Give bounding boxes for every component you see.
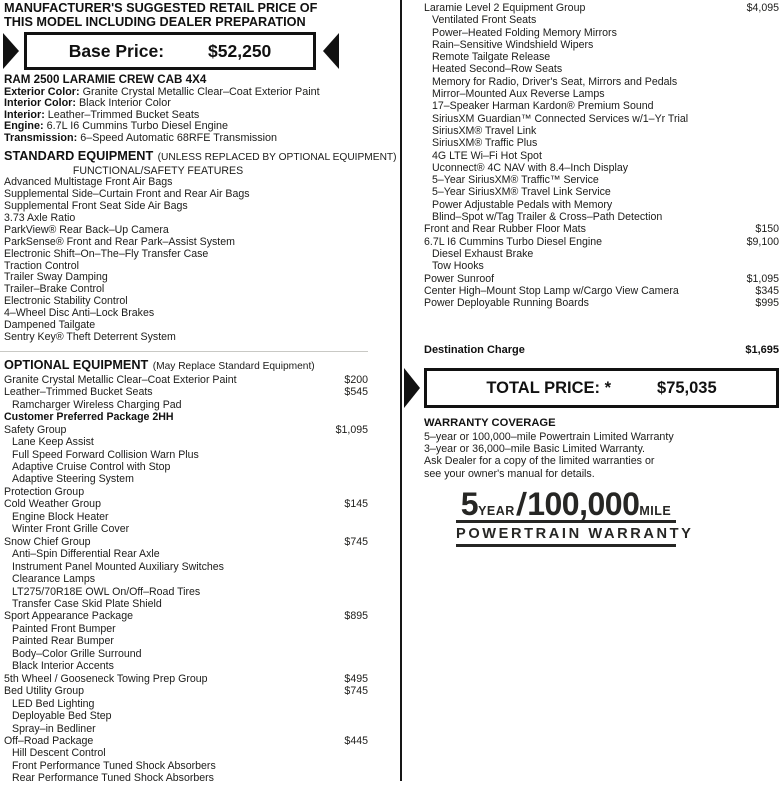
- destination-charge-price: $1,695: [745, 344, 779, 357]
- equipment-label: Trailer–Brake Control: [4, 283, 105, 296]
- optional-equipment-item: [424, 174, 779, 186]
- equipment-label: Dampened Tailgate: [4, 319, 96, 332]
- equipment-price: $4,095: [746, 2, 779, 14]
- optional-equipment-item: [424, 63, 779, 75]
- optional-equipment-heading: [0, 357, 368, 374]
- equipment-label: Safety Group: [4, 423, 67, 436]
- equipment-label: Front and Rear Rubber Floor Mats: [424, 223, 586, 236]
- standard-equipment-heading: [0, 148, 397, 165]
- optional-equipment-item: [0, 586, 368, 598]
- optional-equipment-item: [0, 498, 368, 510]
- equipment-price: $745: [344, 535, 368, 548]
- equipment-price: $745: [344, 685, 368, 698]
- optional-equipment-item: [0, 573, 368, 585]
- equipment-label: Off–Road Package: [4, 734, 94, 747]
- standard-equipment-item: [0, 237, 368, 249]
- optional-equipment-item: [0, 747, 368, 759]
- total-price-assembly: [404, 367, 779, 409]
- total-price-box: [424, 368, 779, 408]
- warranty-badge-headline: [456, 485, 676, 523]
- optional-equipment-item: [0, 685, 368, 697]
- optional-equipment-item: [424, 273, 779, 285]
- equipment-label: Remote Tailgate Release: [432, 51, 551, 64]
- optional-equipment-item: [0, 399, 368, 411]
- standard-equipment-item: [0, 332, 368, 344]
- equipment-label: 5–Year SiriusXM® Travel Link Service: [432, 186, 611, 199]
- equipment-price: $9,100: [746, 235, 779, 248]
- optional-equipment-item: [424, 137, 779, 149]
- equipment-label: Adaptive Cruise Control with Stop: [12, 461, 171, 474]
- warranty-title: WARRANTY COVERAGE: [424, 417, 556, 430]
- equipment-label: Protection Group: [4, 485, 85, 498]
- equipment-label: Power Deployable Running Boards: [424, 297, 589, 310]
- spec-value: 6–Speed Automatic 68RFE Transmission: [80, 132, 278, 145]
- optional-equipment-item: [424, 186, 779, 198]
- optional-equipment-title: OPTIONAL EQUIPMENT: [4, 357, 149, 372]
- optional-equipment-item: [424, 51, 779, 63]
- powertrain-warranty-badge: [456, 485, 694, 547]
- optional-equipment-item: [424, 14, 779, 26]
- optional-equipment-item: [424, 76, 779, 88]
- msrp-heading-line2: THIS MODEL INCLUDING DEALER PREPARATION: [4, 14, 306, 29]
- equipment-label: Sport Appearance Package: [4, 610, 133, 623]
- equipment-label: ParkSense® Front and Rear Park–Assist System: [4, 235, 235, 248]
- optional-equipment-item: [0, 561, 368, 573]
- optional-equipment-item: [424, 285, 779, 297]
- equipment-label: Supplemental Front Seat Side Air Bags: [4, 199, 188, 212]
- equipment-label: Hill Descent Control: [12, 747, 106, 760]
- equipment-label: Mirror–Mounted Aux Reverse Lamps: [432, 88, 605, 101]
- optional-equipment-item: [0, 610, 368, 622]
- equipment-label: Ramcharger Wireless Charging Pad: [12, 398, 182, 411]
- optional-equipment-subtitle: (May Replace Standard Equipment): [152, 360, 315, 372]
- optional-equipment-item: [0, 436, 368, 448]
- equipment-price: $145: [344, 498, 368, 511]
- spec-value: Leather–Trimmed Bucket Seats: [47, 108, 200, 121]
- vehicle-spec-row: [0, 133, 368, 145]
- equipment-label: Leather–Trimmed Bucket Seats: [4, 386, 153, 399]
- total-price-label: TOTAL PRICE: *: [486, 378, 612, 397]
- equipment-price: $345: [755, 284, 779, 297]
- optional-equipment-item: [424, 39, 779, 51]
- base-price-value: $52,250: [208, 40, 272, 61]
- equipment-label: Bed Utility Group: [4, 685, 85, 698]
- equipment-label: Laramie Level 2 Equipment Group: [424, 2, 586, 14]
- equipment-price: $445: [344, 734, 368, 747]
- equipment-label: Black Interior Accents: [12, 660, 114, 673]
- equipment-label: Painted Rear Bumper: [12, 635, 114, 648]
- optional-equipment-item: [424, 297, 779, 309]
- standard-equipment-item: [0, 225, 368, 237]
- equipment-label: Memory for Radio, Driver's Seat, Mirrors and Pedals: [432, 75, 678, 88]
- equipment-label: 6.7L I6 Cummins Turbo Diesel Engine: [424, 235, 603, 248]
- optional-equipment-item: [0, 449, 368, 461]
- equipment-label: Spray–in Bedliner: [12, 722, 96, 735]
- optional-equipment-item: [424, 236, 779, 248]
- equipment-price: $495: [344, 672, 368, 685]
- equipment-label: Blind–Spot w/Tag Trailer & Cross–Path Detection: [432, 211, 663, 224]
- equipment-label: 17–Speaker Harman Kardon® Premium Sound: [432, 100, 654, 113]
- equipment-label: Snow Chief Group: [4, 535, 91, 548]
- equipment-label: Cold Weather Group: [4, 498, 101, 511]
- total-price-value: $75,035: [657, 378, 717, 397]
- equipment-label: SiriusXM Guardian™ Connected Services w/1–Yr Trial: [432, 112, 689, 125]
- standard-equipment-item: [0, 249, 368, 261]
- optional-equipment-item: [0, 760, 368, 772]
- equipment-label: Uconnect® 4C NAV with 8.4–Inch Display: [432, 161, 629, 174]
- equipment-price: $995: [755, 297, 779, 310]
- arrow-right-icon: [3, 33, 19, 69]
- equipment-label: 5th Wheel / Gooseneck Towing Prep Group: [4, 672, 208, 685]
- arrow-left-icon: [323, 33, 339, 69]
- spec-label: Interior:: [4, 108, 45, 121]
- optional-equipment-item: [0, 772, 368, 784]
- optional-equipment-item: [424, 113, 779, 125]
- optional-equipment-item: [424, 260, 779, 272]
- optional-equipment-item: [424, 199, 779, 211]
- equipment-label: Transfer Case Skid Plate Shield: [12, 598, 162, 610]
- optional-equipment-list: [0, 374, 368, 785]
- equipment-label: Power Sunroof: [424, 272, 495, 285]
- base-price-label: Base Price:: [68, 40, 165, 61]
- optional-equipment-item: [424, 100, 779, 112]
- equipment-label: Deployable Bed Step: [12, 710, 112, 723]
- equipment-price: $1,095: [746, 272, 779, 285]
- equipment-label: Front Performance Tuned Shock Absorbers: [12, 759, 216, 772]
- equipment-label: Rear Performance Tuned Shock Absorbers: [12, 772, 214, 785]
- msrp-heading: [0, 0, 368, 29]
- equipment-label: Supplemental Side–Curtain Front and Rear Air Bags: [4, 188, 250, 201]
- equipment-label: Instrument Panel Mounted Auxiliary Switches: [12, 560, 224, 573]
- optional-equipment-item: [424, 248, 779, 260]
- optional-equipment-item: [0, 723, 368, 735]
- warranty-line: see your owner's manual for details.: [424, 467, 595, 480]
- equipment-label: Electronic Shift–On–The–Fly Transfer Case: [4, 247, 209, 260]
- spec-label: Engine:: [4, 120, 44, 133]
- optional-equipment-item: [0, 374, 368, 386]
- equipment-label: Painted Front Bumper: [12, 622, 116, 635]
- optional-equipment-item: [0, 486, 368, 498]
- optional-equipment-item: [0, 473, 368, 485]
- optional-equipment-item: [0, 461, 368, 473]
- spec-value: Black Interior Color: [78, 97, 171, 110]
- spec-value: Granite Crystal Metallic Clear–Coat Exterior Paint: [82, 85, 320, 98]
- optional-equipment-item: [424, 2, 779, 14]
- spec-label: Exterior Color:: [4, 85, 80, 98]
- equipment-label: Ventilated Front Seats: [432, 14, 537, 27]
- optional-equipment-item: [424, 150, 779, 162]
- optional-equipment-item: [0, 511, 368, 523]
- optional-equipment-item: [0, 673, 368, 685]
- optional-equipment-item: [0, 411, 368, 423]
- equipment-label: SiriusXM® Traffic Plus: [432, 137, 538, 150]
- equipment-label: Anti–Spin Differential Rear Axle: [12, 548, 160, 561]
- equipment-label: Winter Front Grille Cover: [12, 523, 130, 536]
- optional-equipment-item: [0, 598, 368, 610]
- equipment-label: Customer Preferred Package 2HH: [4, 411, 174, 424]
- optional-equipment-item: [0, 424, 368, 436]
- standard-equipment-title: STANDARD EQUIPMENT: [4, 148, 154, 163]
- optional-equipment-item: [0, 698, 368, 710]
- equipment-label: Body–Color Grille Surround: [12, 647, 142, 660]
- optional-equipment-item: [424, 211, 779, 223]
- equipment-label: Full Speed Forward Collision Warn Plus: [12, 448, 199, 461]
- badge-miles-number: 100,000: [527, 485, 640, 522]
- equipment-label: 5–Year SiriusXM® Traffic™ Service: [432, 174, 599, 187]
- equipment-label: 3.73 Axle Ratio: [4, 211, 76, 224]
- equipment-label: Adaptive Steering System: [12, 473, 134, 486]
- warranty-lines: [424, 431, 779, 480]
- equipment-price: $150: [755, 223, 779, 236]
- equipment-label: Rain–Sensitive Windshield Wipers: [432, 38, 594, 51]
- equipment-label: Engine Block Heater: [12, 510, 109, 523]
- badge-miles-unit: MILE: [639, 503, 672, 518]
- optional-equipment-item: [424, 223, 779, 235]
- optional-equipment-item: [0, 536, 368, 548]
- optional-equipment-item: [0, 548, 368, 560]
- badge-years-unit: YEAR: [478, 503, 515, 518]
- equipment-price: $545: [344, 386, 368, 399]
- equipment-label: Sentry Key® Theft Deterrent System: [4, 330, 176, 343]
- equipment-label: Diesel Exhaust Brake: [432, 247, 534, 260]
- equipment-price: $200: [344, 373, 368, 386]
- equipment-label: Granite Crystal Metallic Clear–Coat Exterior Paint: [4, 373, 237, 386]
- base-price-box: [24, 32, 316, 70]
- warranty-line: 3–year or 36,000–mile Basic Limited Warranty.: [424, 443, 645, 456]
- equipment-label: LED Bed Lighting: [12, 697, 95, 710]
- equipment-label: Lane Keep Assist: [12, 436, 94, 449]
- optional-equipment-item: [0, 660, 368, 672]
- vehicle-model-title: RAM 2500 LARAMIE CREW CAB 4X4: [4, 73, 207, 87]
- equipment-label: Advanced Multistage Front Air Bags: [4, 176, 173, 189]
- vehicle-spec-list: [0, 87, 368, 145]
- optional-equipment-item: [424, 125, 779, 137]
- equipment-label: Clearance Lamps: [12, 573, 96, 586]
- base-price-assembly: [0, 32, 368, 70]
- standard-equipment-item: [0, 213, 368, 225]
- equipment-label: 4–Wheel Disc Anti–Lock Brakes: [4, 307, 155, 320]
- optional-equipment-item: [0, 386, 368, 398]
- spec-label: Transmission:: [4, 132, 78, 145]
- equipment-price: $895: [344, 610, 368, 623]
- spec-value: 6.7L I6 Cummins Turbo Diesel Engine: [46, 120, 229, 133]
- equipment-label: Tow Hooks: [432, 260, 484, 273]
- equipment-label: Power–Heated Folding Memory Mirrors: [432, 26, 617, 39]
- functional-safety-label: FUNCTIONAL/SAFETY FEATURES: [72, 164, 244, 177]
- equipment-label: SiriusXM® Travel Link: [432, 124, 537, 137]
- standard-equipment-list: [0, 177, 368, 344]
- optional-equipment-item: [0, 735, 368, 747]
- warranty-line: Ask Dealer for a copy of the limited warranties or: [424, 455, 655, 468]
- optional-equipment-item: [0, 635, 368, 647]
- right-column: [402, 0, 784, 547]
- msrp-heading-line1: MANUFACTURER'S SUGGESTED RETAIL PRICE OF: [4, 1, 318, 15]
- badge-years-number: 5: [460, 485, 479, 522]
- warranty-line: 5–year or 100,000–mile Powertrain Limited Warranty: [424, 430, 674, 443]
- destination-charge-row: [424, 344, 779, 356]
- equipment-price: $1,095: [335, 423, 368, 436]
- badge-slash: /: [514, 485, 528, 522]
- right-equipment-list: [424, 2, 779, 309]
- optional-equipment-item: [0, 648, 368, 660]
- equipment-label: Heated Second–Row Seats: [432, 63, 563, 76]
- standard-equipment-subtitle: (UNLESS REPLACED BY OPTIONAL EQUIPMENT): [157, 151, 397, 163]
- warranty-section: [424, 417, 779, 479]
- equipment-label: 4G LTE Wi–Fi Hot Spot: [432, 149, 542, 162]
- spec-label: Interior Color:: [4, 97, 76, 110]
- equipment-label: ParkView® Rear Back–Up Camera: [4, 223, 169, 236]
- equipment-label: LT275/70R18E OWL On/Off–Road Tires: [12, 585, 201, 598]
- optional-equipment-item: [424, 162, 779, 174]
- arrow-right-icon: [404, 368, 420, 408]
- destination-charge-label: Destination Charge: [424, 344, 525, 357]
- optional-equipment-item: [0, 710, 368, 722]
- badge-caption: POWERTRAIN WARRANTY: [456, 523, 676, 547]
- equipment-label: Electronic Stability Control: [4, 295, 128, 308]
- optional-equipment-item: [0, 523, 368, 535]
- optional-equipment-section: [0, 351, 368, 785]
- equipment-label: Traction Control: [4, 259, 79, 272]
- equipment-label: Power Adjustable Pedals with Memory: [432, 198, 613, 211]
- optional-equipment-item: [424, 27, 779, 39]
- optional-equipment-item: [424, 88, 779, 100]
- equipment-label: Trailer Sway Damping: [4, 271, 108, 284]
- equipment-label: Center High–Mount Stop Lamp w/Cargo View Camera: [424, 284, 679, 297]
- optional-equipment-item: [0, 623, 368, 635]
